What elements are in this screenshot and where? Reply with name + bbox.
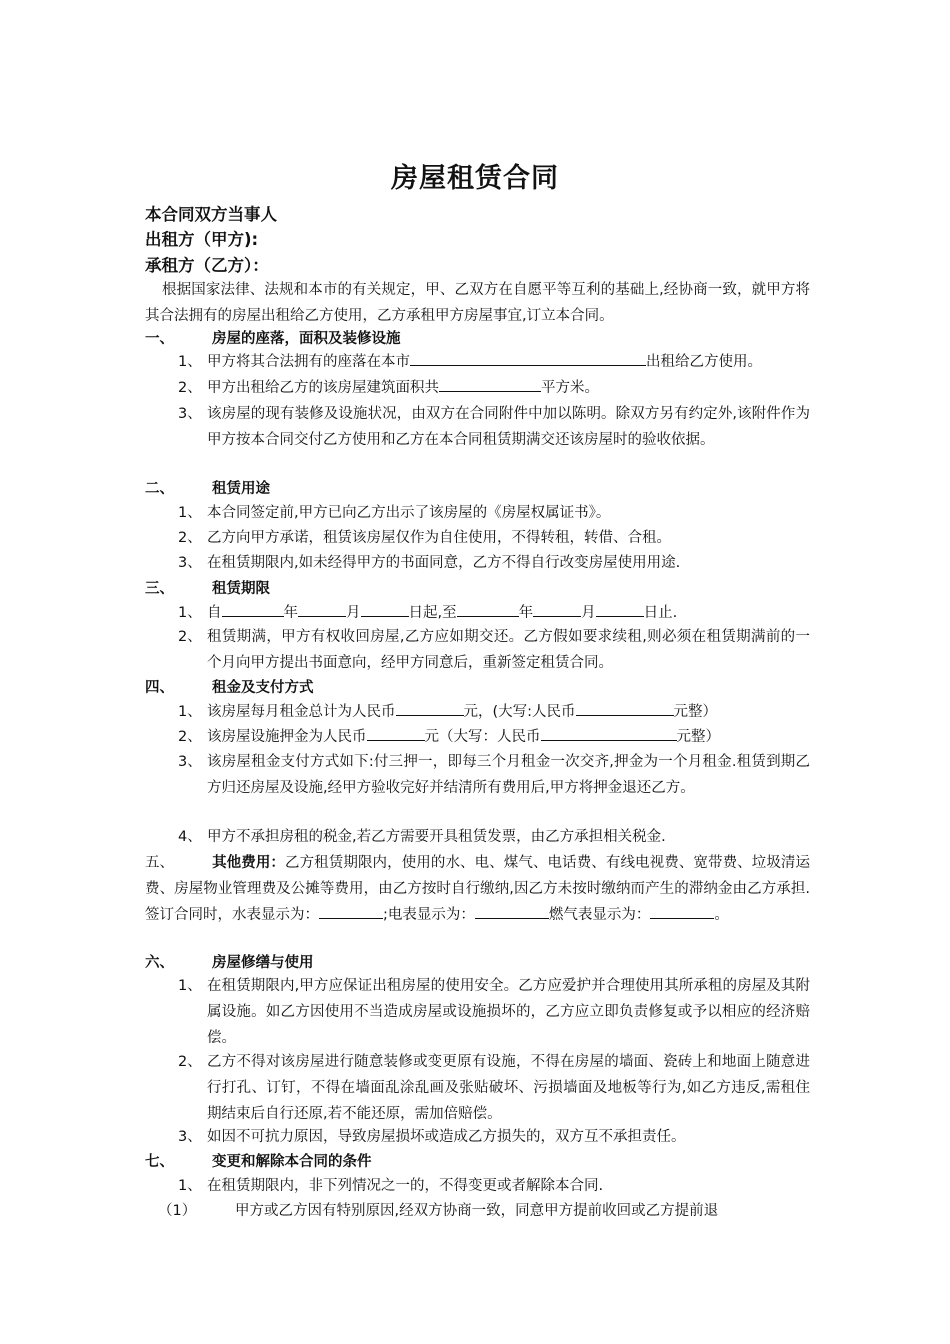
end-day-blank: [596, 600, 644, 617]
area-blank: [439, 375, 541, 392]
item-number: 3、: [178, 406, 202, 422]
list-item: 3、 如因不可抗力原因，导致房屋损坏或造成乙方损失的，双方互不承担责任。: [178, 1124, 810, 1150]
list-item: 1、 在租赁期限内,甲方应保证出租房屋的使用安全。乙方应爱护并合理使用其所承租的房屋及其附属设施。如乙方因使用不当造成房屋或设施损坏的，乙方应立即负责修复或予以相应的经济赔偿。: [178, 973, 810, 1051]
gas-meter-blank: [650, 902, 714, 919]
section-title: 租赁用途: [212, 481, 270, 497]
section-2-heading: [145, 477, 270, 501]
start-day-blank: [361, 600, 409, 617]
item-number: 2、: [178, 380, 202, 396]
section-4-heading: [145, 676, 314, 700]
list-item: 1、 在租赁期限内，非下列情况之一的，不得变更或者解除本合同.: [178, 1173, 810, 1199]
item-number: 4、: [178, 829, 202, 845]
list-item: 2、 乙方向甲方承诺，租赁该房屋仅作为自住使用，不得转租，转借、合租。: [178, 525, 810, 551]
item-number: 2、: [178, 1054, 202, 1070]
parties-heading: 本合同双方当事人: [145, 205, 277, 224]
item-number: 2、: [178, 530, 202, 546]
end-year-blank: [457, 600, 519, 617]
item-number: 1、: [178, 704, 202, 720]
section-number: 五、: [145, 855, 174, 871]
list-item: 1、 自 年 月 日起,至 年 月 日止.: [178, 600, 810, 626]
item-number: 1、: [178, 354, 202, 370]
item-number: 1、: [178, 978, 202, 994]
section-3-heading: [145, 577, 270, 601]
document-title: 房屋租赁合同: [391, 163, 559, 194]
start-year-blank: [222, 600, 284, 617]
item-number: 3、: [178, 1129, 202, 1145]
address-blank: [410, 349, 646, 366]
list-item: 3、 该房屋租金支付方式如下:付三押一，即每三个月租金一次交齐,押金为一个月租金.租赁到期乙方归还房屋及设施,经甲方验收完好并结清所有费用后,甲方将押金退还乙方。: [178, 749, 810, 801]
item-number: 2、: [178, 629, 202, 645]
list-item: 1、 本合同签定前,甲方已向乙方出示了该房屋的《房屋权属证书》。: [178, 500, 810, 526]
item-number: 3、: [178, 754, 202, 770]
section-7-heading: [145, 1150, 372, 1174]
item-number: 3、: [178, 555, 202, 571]
list-item: 2、 租赁期满，甲方有权收回房屋,乙方应如期交还。乙方假如要求续租,则必须在租赁期满前的一个月向甲方提出书面意向，经甲方同意后，重新签定租赁合同。: [178, 624, 810, 676]
rent-words-blank: [576, 699, 674, 716]
section-title: 其他费用：: [212, 855, 286, 871]
item-number: 1、: [178, 605, 202, 621]
section-5-paragraph: 五、 其他费用：乙方租赁期限内，使用的水、电、煤气、电话费、有线电视费、宽带费、垃圾清运费、房屋物业管理费及公摊等费用，由乙方按时自行缴纳,因乙方未按时缴纳而产生的滞纳金由乙方承担.签订合同时，水表显示为： ;电表显示为： 燃气表显示为： 。: [145, 850, 810, 928]
lessor-line: 出租方（甲方):: [145, 230, 259, 249]
start-month-blank: [298, 600, 346, 617]
electric-meter-blank: [475, 902, 549, 919]
list-item: 3、 在租赁期限内,如未经得甲方的书面同意，乙方不得自行改变房屋使用用途.: [178, 550, 810, 576]
list-item: 2、 甲方出租给乙方的该房屋建筑面积共 平方米。: [178, 375, 810, 401]
list-item: 1、 该房屋每月租金总计为人民币 元，(大写:人民币 元整）: [178, 699, 810, 725]
section-number: 六、: [145, 955, 174, 971]
section-title: 变更和解除本合同的条件: [212, 1154, 372, 1170]
sub-item: （1） 甲方或乙方因有特别原因,经双方协商一致，同意甲方提前收回或乙方提前退: [158, 1198, 810, 1224]
section-number: 一、: [145, 331, 174, 347]
deposit-words-blank: [541, 724, 677, 741]
section-title: 租金及支付方式: [212, 680, 314, 696]
section-number: 三、: [145, 581, 174, 597]
sub-item-number: （1）: [158, 1203, 197, 1219]
rent-amount-blank: [396, 699, 464, 716]
section-title: 租赁期限: [212, 581, 270, 597]
water-meter-blank: [319, 902, 383, 919]
list-item: 3、 该房屋的现有装修及设施状况，由双方在合同附件中加以陈明。除双方另有约定外,该附件作为甲方按本合同交付乙方使用和乙方在本合同租赁期满交还该房屋时的验收依据。: [178, 401, 810, 453]
section-title: 房屋的座落，面积及装修设施: [212, 331, 401, 347]
item-number: 1、: [178, 505, 202, 521]
section-6-heading: [145, 951, 314, 975]
list-item: 2、 该房屋设施押金为人民币 元（大写：人民币 元整）: [178, 724, 810, 750]
list-item: 1、 甲方将其合法拥有的座落在本市 出租给乙方使用。: [178, 349, 810, 375]
section-title: 房屋修缮与使用: [212, 955, 314, 971]
list-item: 2、 乙方不得对该房屋进行随意装修或变更原有设施，不得在房屋的墙面、瓷砖上和地面上随意进行打孔、订钉，不得在墙面乱涂乱画及张贴破坏、污损墙面及地板等行为,如乙方违反,需租住期结束后自行还原,若不能还原，需加倍赔偿。: [178, 1049, 810, 1127]
list-item: 4、 甲方不承担房租的税金,若乙方需要开具租赁发票，由乙方承担相关税金.: [178, 824, 810, 850]
section-number: 七、: [145, 1154, 174, 1170]
item-number: 1、: [178, 1178, 202, 1194]
lessee-line: 承租方（乙方）：: [145, 256, 269, 275]
item-number: 2、: [178, 729, 202, 745]
intro-paragraph: 根据国家法律、法规和本市的有关规定，甲、乙双方在自愿平等互利的基础上,经协商一致，就甲方将其合法拥有的房屋出租给乙方使用，乙方承租甲方房屋事宜,订立本合同。: [145, 282, 810, 324]
deposit-amount-blank: [367, 724, 425, 741]
end-month-blank: [533, 600, 581, 617]
section-number: 二、: [145, 481, 174, 497]
section-1-heading: [145, 327, 401, 351]
section-number: 四、: [145, 680, 174, 696]
